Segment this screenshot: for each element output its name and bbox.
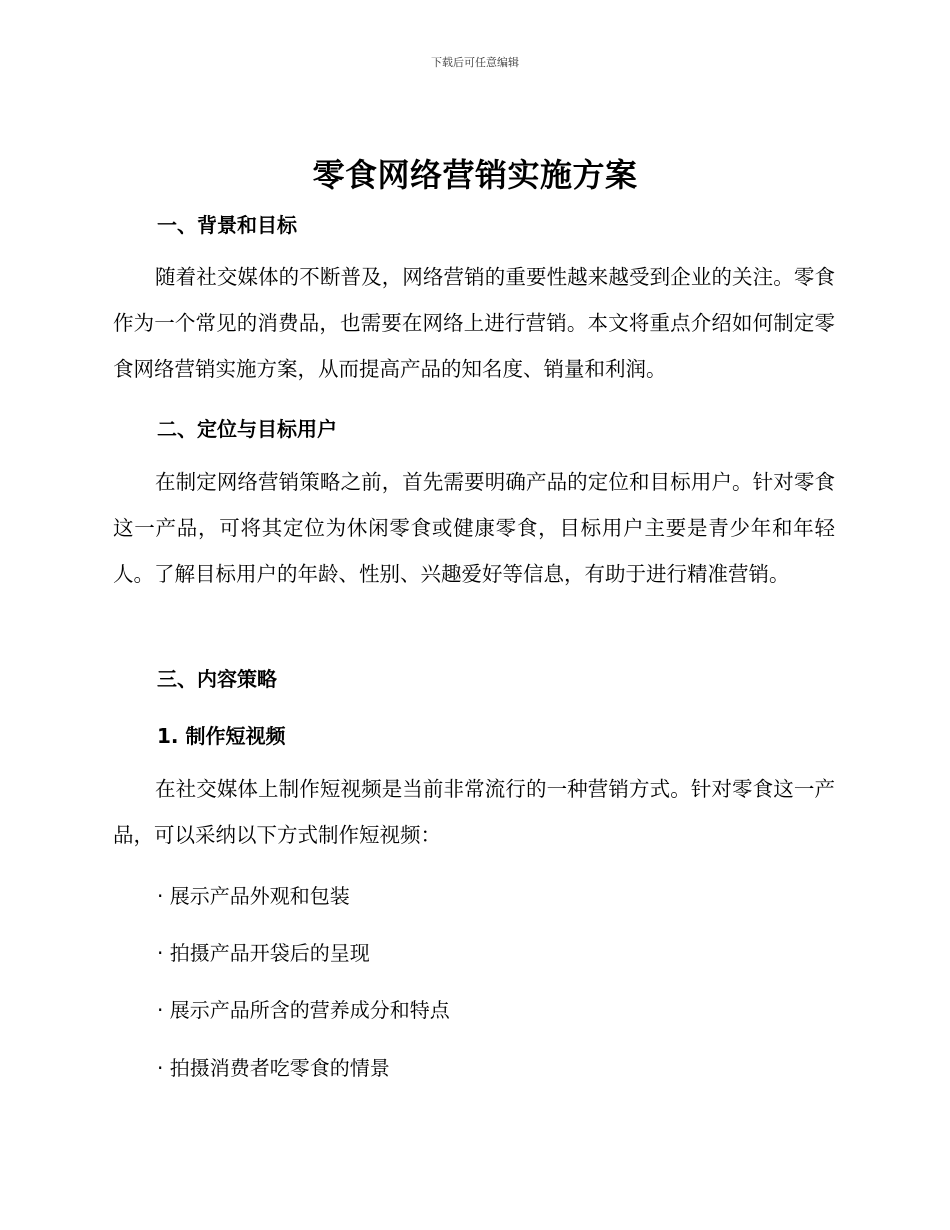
subsection-paragraph-short-video: 在社交媒体上制作短视频是当前非常流行的一种营销方式。针对零食这一产品，可以采纳以下方式制作短视频： — [113, 777, 835, 847]
section-paragraph-background: 随着社交媒体的不断普及，网络营销的重要性越来越受到企业的关注。零食作为一个常见的消费品，也需要在网络上进行营销。本文将重点介绍如何制定零食网络营销实施方案，从而提高产品的知名度、销量和利润。 — [113, 265, 835, 381]
list-item: · 拍摄消费者吃零食的情景 — [157, 1056, 390, 1080]
section-heading-content-strategy: 三、内容策略 — [157, 667, 277, 691]
list-item: · 展示产品外观和包装 — [157, 884, 350, 908]
document-title: 零食网络营销实施方案 — [312, 156, 638, 194]
list-item: · 展示产品所含的营养成分和特点 — [157, 998, 450, 1022]
header-note: 下载后可任意编辑 — [431, 56, 519, 69]
section-paragraph-positioning: 在制定网络营销策略之前，首先需要明确产品的定位和目标用户。针对零食这一产品，可将其定位为休闲零食或健康零食，目标用户主要是青少年和年轻人。了解目标用户的年龄、性别、兴趣爱好等信息，有助于进行精准营销。 — [113, 470, 835, 586]
subsection-heading-short-video: 1. 制作短视频 — [157, 724, 286, 748]
section-heading-positioning: 二、定位与目标用户 — [157, 417, 337, 441]
list-item: · 拍摄产品开袋后的呈现 — [157, 941, 370, 965]
section-heading-background: 一、背景和目标 — [157, 213, 297, 237]
